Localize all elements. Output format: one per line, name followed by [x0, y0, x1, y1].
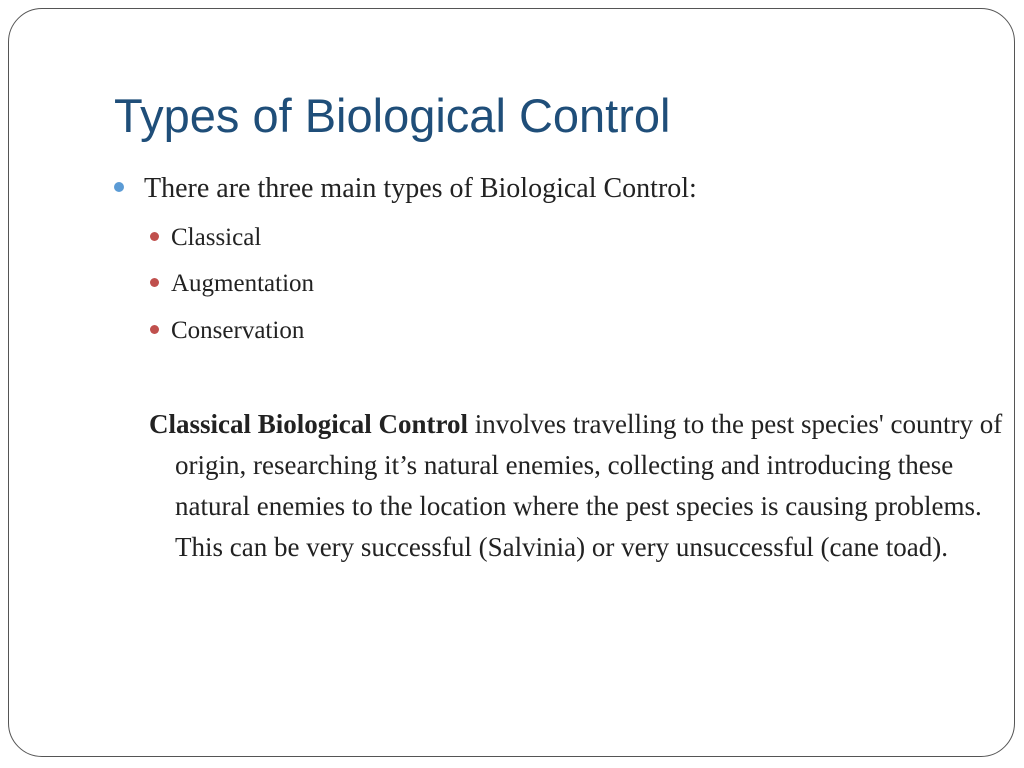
sub-bullet-classical	[150, 221, 261, 255]
sub-bullet-conservation	[150, 314, 304, 348]
sub-bullet-augmentation	[150, 267, 314, 301]
main-bullet-text: There are three main types of Biological Control:	[144, 173, 697, 204]
description-paragraph	[149, 404, 1005, 568]
sub-bullet-text: Augmentation	[171, 270, 315, 297]
paragraph-bold-lead: Classical Biological Control	[149, 409, 469, 439]
sub-bullet-text: Classical	[171, 224, 262, 251]
bullet-dot-icon	[114, 182, 124, 192]
bullet-dot-icon	[150, 325, 159, 334]
slide-title: Types of Biological Control	[114, 89, 671, 142]
bullet-dot-icon	[150, 278, 159, 287]
paragraph-body: involves travelling to the pest species' country of origin, researching it’s natural enemies, collecting and introducing these natural enemies to the location where the pest species is causing problems. This can be very successful (Salvinia) or very unsuccessful (cane toad).	[175, 409, 1003, 562]
main-bullet	[114, 170, 697, 208]
bullet-dot-icon	[150, 232, 159, 241]
sub-bullet-text: Conservation	[171, 317, 305, 344]
